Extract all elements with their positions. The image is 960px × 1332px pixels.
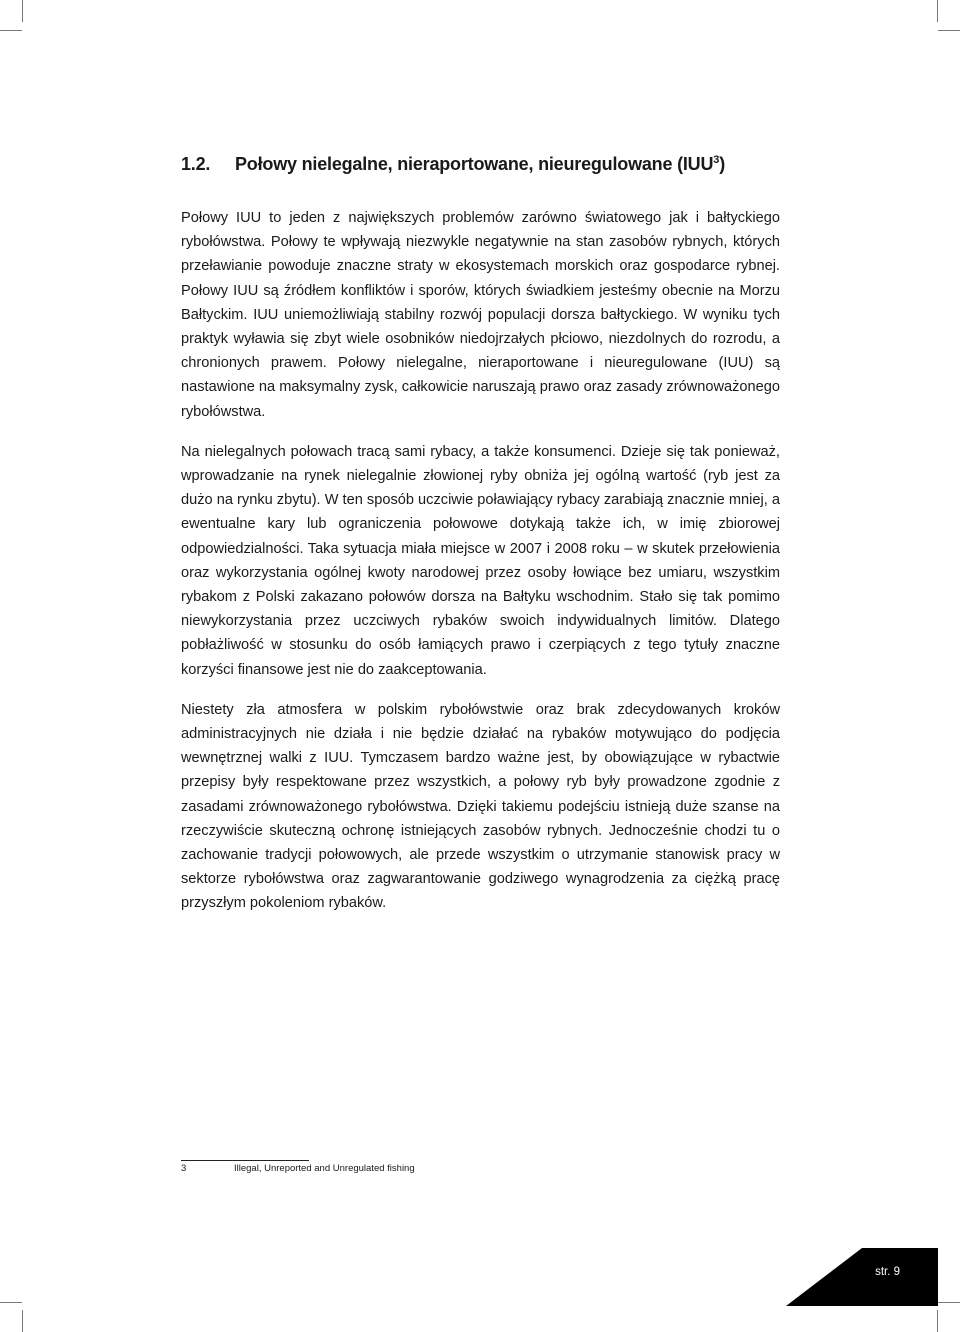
footnote-number: 3: [181, 1163, 187, 1174]
footnote-divider: [181, 1160, 309, 1161]
section-heading: [181, 154, 821, 175]
section-number: 1.2.: [181, 154, 211, 174]
crop-mark: [0, 1302, 22, 1303]
crop-mark: [22, 0, 23, 22]
footnote-text: Illegal, Unreported and Unregulated fishing: [234, 1163, 415, 1174]
section-title-end: ): [719, 154, 726, 174]
paragraph: Połowy IUU to jeden z największych problemów zarówno światowego jak i bałtyckiego rybołówstwa. Połowy te wpływają niezwykle negatywnie na stan zasobów rybnych, których przeławianie powoduje znaczne straty w ekosystemach morskich oraz gospodarce rybnej. Połowy IUU są źródłem konfliktów i sporów, których świadkiem jesteśmy obecnie na Morzu Bałtyckim. IUU uniemożliwiają stabilny rozwój populacji dorsza bałtyckiego. W wyniku tych praktyk wyławia się zbyt wiele osobników niedojrzałych płciowo, niezdolnych do rozrodu, a chronionych prawem. Połowy nielegalne, nieraportowane i nieuregulowane (IUU) są nastawione na maksymalny zysk, całkowicie naruszają prawo oraz zasady zrównoważonego rybołówstwa.: [181, 210, 780, 420]
paragraph: Na nielegalnych połowach tracą sami rybacy, a także konsumenci. Dzieje się tak ponieważ, wprowadzanie na rynek nielegalnie złowionej ryby obniża jej ogólną wartość (ryb jest za dużo na rynku zbytu). W ten sposób uczciwie poławiający rybacy zarabiają znacznie mniej, a ewentualne kary lub ograniczenia połowowe dotykają także ich, w imię zbiorowej odpowiedzialności. Taka sytuacja miała miejsce w 2007 i 2008 roku – w skutek przełowienia oraz wykorzystania ogólnej kwoty narodowej przez osoby łowiące bez umiaru, wszystkim rybakom z Polski zakazano połowów dorsza na Bałtyku wschodnim. Stało się tak pomimo niewykorzystania przez uczciwych rybaków swoich indywidualnych limitów. Dlatego pobłażliwość w stosunku do osób łamiących prawo i czerpiących z tego tytuły znaczne korzyści finansowe jest nie do zaakceptowania.: [181, 443, 780, 678]
section-title: Połowy nielegalne, nieraportowane, nieuregulowane (IUU: [235, 154, 714, 174]
crop-mark: [0, 30, 22, 31]
crop-mark: [938, 30, 960, 31]
crop-mark: [22, 1310, 23, 1332]
crop-mark: [937, 1310, 938, 1332]
crop-mark: [938, 1302, 960, 1303]
footnote-ref[interactable]: 3: [713, 154, 720, 166]
paragraph: Niestety zła atmosfera w polskim rybołówstwie oraz brak zdecydowanych kroków administracyjnych nie działa i nie będzie działać na rybaków motywująco do podjęcia wewnętrznej walki z IUU. Tymczasem bardzo ważne jest, by obowiązujące w rybactwie przepisy były respektowane przez wszystkich, a połowy ryb były prowadzone zgodnie z zasadami zrównoważonego rybołówstwa. Dzięki takiemu podejściu istnieją duże szanse na rzeczywiście skuteczną ochronę istniejących zasobów rybnych. Jednocześnie chodzi tu o zachowanie tradycji połowowych, ale przede wszystkim o utrzymanie stanowisk pracy w sektorze rybołówstwa oraz zagwarantowanie godziwego wynagrodzenia za ciężką pracę przyszłym pokoleniom rybaków.: [181, 701, 780, 912]
page-number: str. 9: [875, 1266, 900, 1278]
body-text: [181, 206, 780, 932]
crop-mark: [937, 0, 938, 22]
footnote: [181, 1163, 681, 1175]
